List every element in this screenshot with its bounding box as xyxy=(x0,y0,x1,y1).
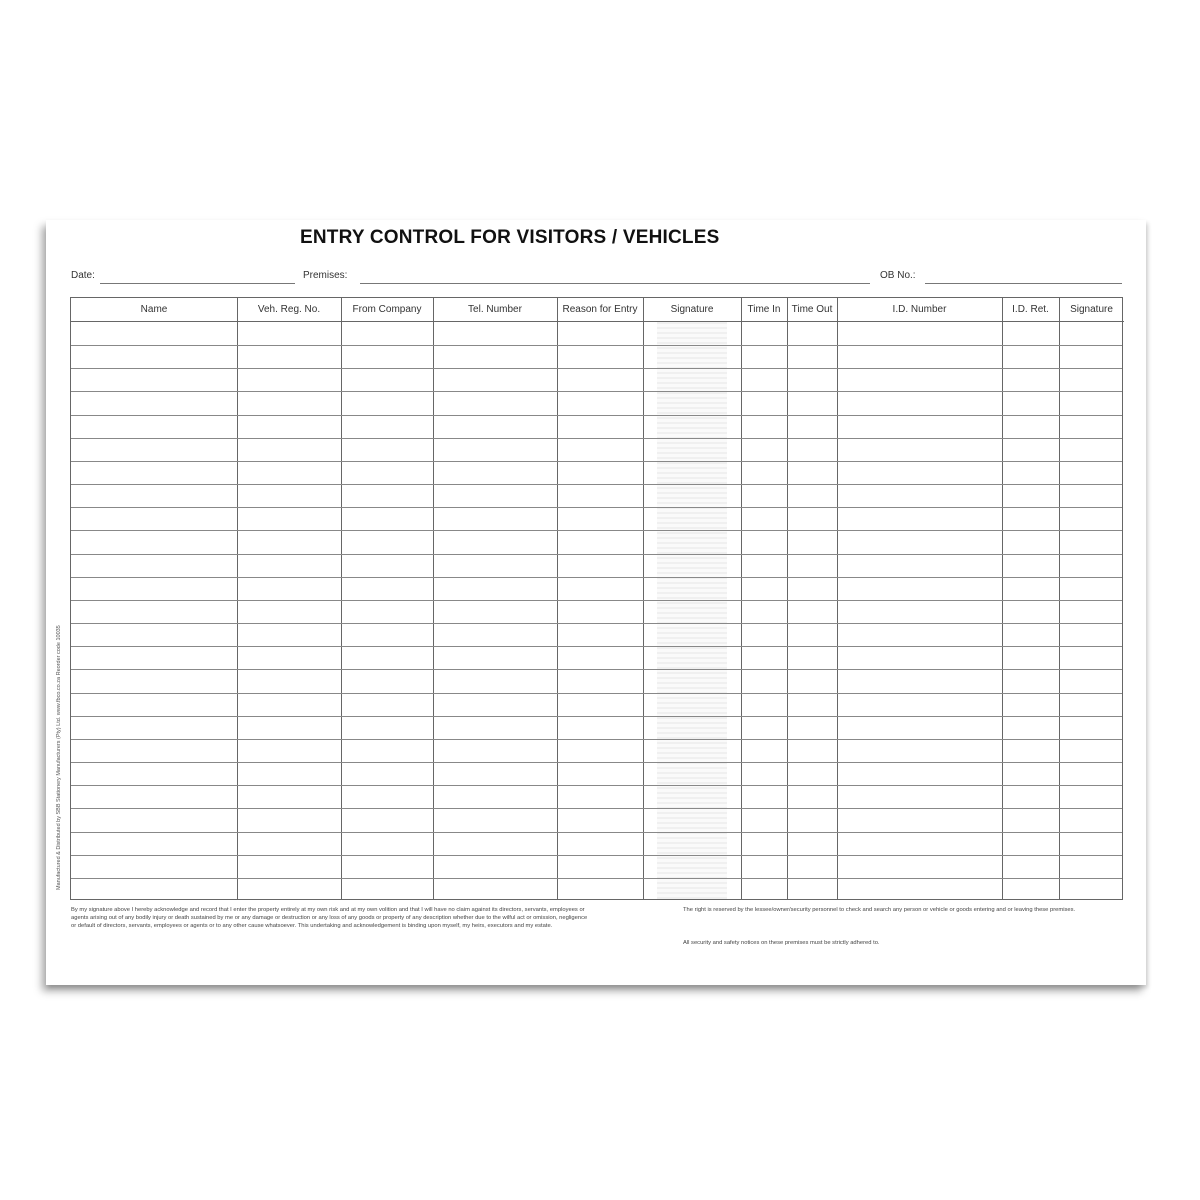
table-row[interactable] xyxy=(71,415,1122,438)
table-row[interactable] xyxy=(71,554,1122,577)
column-header-tel-number: Tel. Number xyxy=(433,298,557,322)
ob-number-label: OB No.: xyxy=(880,270,916,281)
column-header-time-in: Time In xyxy=(741,298,787,322)
table-row[interactable] xyxy=(71,600,1122,623)
date-label: Date: xyxy=(71,270,95,281)
column-header-id-number: I.D. Number xyxy=(837,298,1002,322)
ob-number-line[interactable] xyxy=(925,283,1122,284)
table-row[interactable] xyxy=(71,461,1122,484)
table-row[interactable] xyxy=(71,530,1122,553)
column-header-return-signature: Signature xyxy=(1059,298,1124,322)
table-row[interactable] xyxy=(71,762,1122,785)
table-row[interactable] xyxy=(71,693,1122,716)
form-title: ENTRY CONTROL FOR VISITORS / VEHICLES xyxy=(300,227,720,248)
table-row[interactable] xyxy=(71,322,1122,345)
column-header-signature: Signature xyxy=(643,298,741,322)
table-row[interactable] xyxy=(71,577,1122,600)
table-row[interactable] xyxy=(71,878,1122,901)
table-row[interactable] xyxy=(71,507,1122,530)
column-header-veh-reg-no: Veh. Reg. No. xyxy=(237,298,341,322)
table-row[interactable] xyxy=(71,716,1122,739)
column-header-from-company: From Company xyxy=(341,298,433,322)
column-header-reason-for-entry: Reason for Entry xyxy=(557,298,643,322)
premises-label: Premises: xyxy=(303,270,348,281)
column-header-time-out: Time Out xyxy=(787,298,837,322)
manufacturer-note: Manufactured & Distributed by SBB Stationery Manufacturers (Pty) Ltd. www.fbco.co.za Reorder code 10035 xyxy=(56,625,62,890)
table-row[interactable] xyxy=(71,739,1122,762)
date-line[interactable] xyxy=(100,283,295,284)
column-header-id-returned: I.D. Ret. xyxy=(1002,298,1059,322)
table-row[interactable] xyxy=(71,855,1122,878)
safety-notice: All security and safety notices on these premises must be strictly adhered to. xyxy=(683,940,880,946)
table-row[interactable] xyxy=(71,832,1122,855)
table-row[interactable] xyxy=(71,345,1122,368)
table-row[interactable] xyxy=(71,669,1122,692)
table-row[interactable] xyxy=(71,646,1122,669)
table-row[interactable] xyxy=(71,391,1122,414)
search-notice: The right is reserved by the lessee/owner/security personnel to check and search any person or vehicle or goods entering and or leaving these premises. xyxy=(683,907,1076,913)
table-row[interactable] xyxy=(71,438,1122,461)
table-row[interactable] xyxy=(71,785,1122,808)
premises-line[interactable] xyxy=(360,283,870,284)
liability-disclaimer: By my signature above I hereby acknowledge and record that I enter the property entirely at my own risk and at my own volition and that I will have no claim against its directors, servants, employees or agents arising out of any bodily injury or death sustained by me or any damage or destruction or any loss of any goods or property of any description whether due to the wilful act or omission, negligence or default of directors, servants, employees or agents or to any other cause whatsoever. This undertaking and acknowledgement is binding upon myself, my heirs, executors and my estate. xyxy=(71,907,588,929)
column-header-name: Name xyxy=(71,298,237,322)
table-row[interactable] xyxy=(71,368,1122,391)
visitor-log-table xyxy=(70,297,1123,900)
table-row[interactable] xyxy=(71,484,1122,507)
table-row[interactable] xyxy=(71,808,1122,831)
table-row[interactable] xyxy=(71,623,1122,646)
